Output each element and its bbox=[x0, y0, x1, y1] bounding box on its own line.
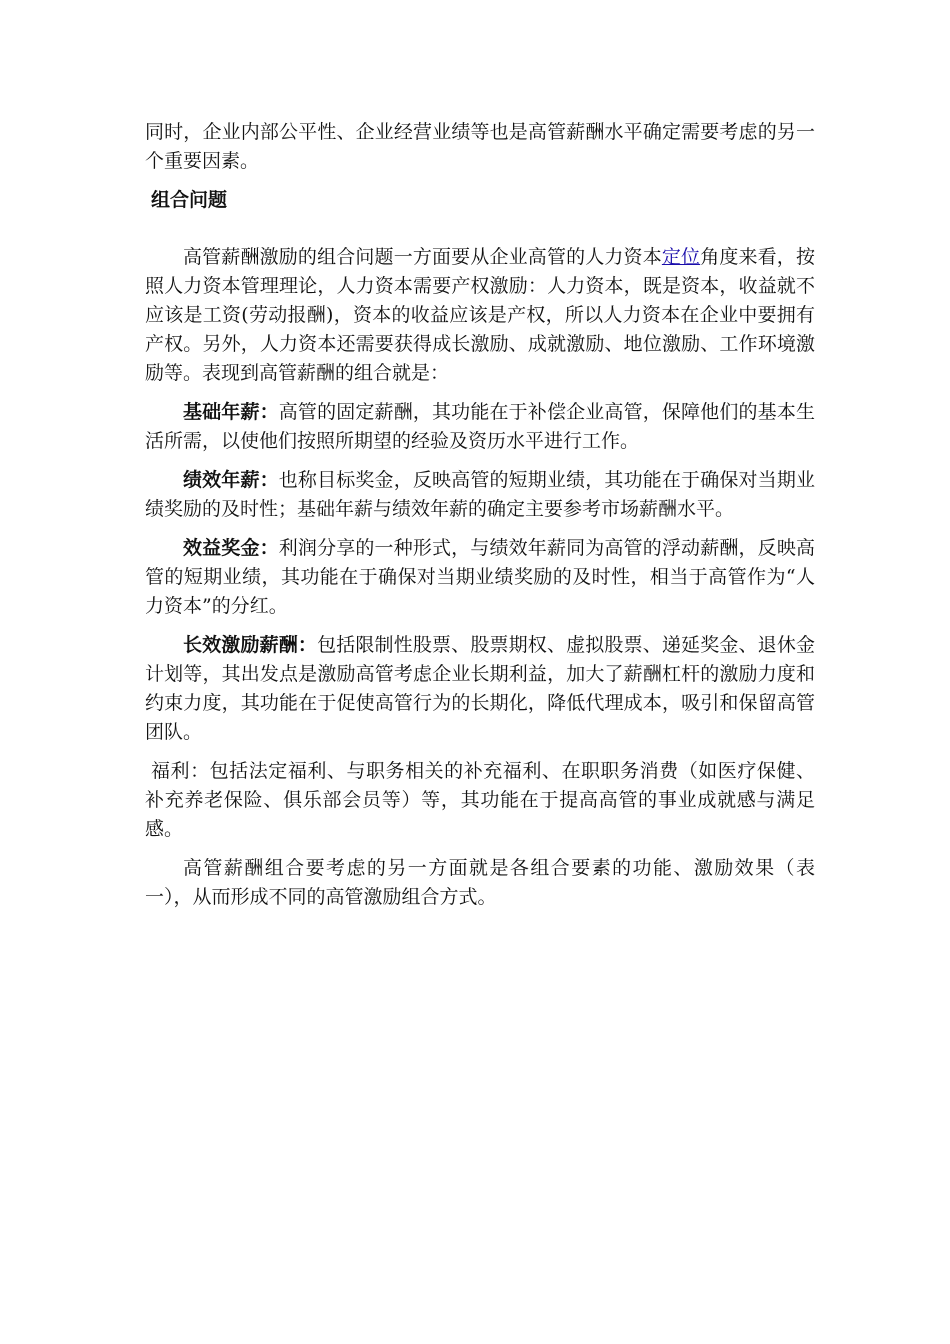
item-performance-salary bbox=[145, 466, 815, 524]
section-heading: 组合问题 bbox=[151, 189, 228, 211]
item-profit-bonus bbox=[145, 534, 815, 621]
closing-paragraph: 高管薪酬组合要考虑的另一方面就是各组合要素的功能、激励效果（表一），从而形成不同的高管激励组合方式。 bbox=[145, 857, 815, 908]
item-text: 高管的固定薪酬，其功能在于补偿企业高管，保障他们的基本生活所需，以使他们按照所期望的经验及资历水平进行工作。 bbox=[145, 401, 815, 452]
item-base-salary bbox=[145, 398, 815, 456]
item-text: 利润分享的一种形式，与绩效年薪同为高管的浮动薪酬，反映高管的短期业绩，其功能在于确保对当期业绩奖励的及时性，相当于高管作为“人力资本”的分红。 bbox=[145, 537, 815, 617]
intro-paragraph: 同时，企业内部公平性、企业经营业绩等也是高管薪酬水平确定需要考虑的另一个重要因素。 bbox=[145, 121, 815, 172]
document-body bbox=[145, 118, 815, 922]
item-term: 长效激励薪酬： bbox=[183, 634, 318, 656]
paragraph-text: 角度来看，按照人力资本管理理论，人力资本需要产权激励：人力资本，既是资本，收益就不应该是工资(劳动报酬)，资本的收益应该是产权，所以人力资本在企业中要拥有产权。另外，人力资本还需要获得成长激励、成就激励、地位激励、工作环境激励等。表现到高管薪酬的组合就是： bbox=[145, 246, 815, 384]
item-text: 包括限制性股票、股票期权、虚拟股票、递延奖金、退休金计划等，其出发点是激励高管考虑企业长期利益，加大了薪酬杠杆的激励力度和约束力度，其功能在于促使高管行为的长期化，降低代理成本，吸引和保留高管团队。 bbox=[145, 634, 815, 743]
welfare-paragraph: 福利：包括法定福利、与职务相关的补充福利、在职职务消费（如医疗保健、补充养老保险、俱乐部会员等）等，其功能在于提高高管的事业成就感与满足感。 bbox=[145, 760, 815, 840]
item-term: 效益奖金： bbox=[183, 537, 279, 559]
paragraph-text: 高管薪酬激励的组合问题一方面要从企业高管的人力资本 bbox=[183, 246, 662, 268]
item-long-term-incentive bbox=[145, 631, 815, 747]
item-term: 绩效年薪： bbox=[183, 469, 279, 491]
item-term: 基础年薪： bbox=[183, 401, 279, 423]
item-text: 也称目标奖金，反映高管的短期业绩，其功能在于确保对当期业绩奖励的及时性；基础年薪与绩效年薪的确定主要参考市场薪酬水平。 bbox=[145, 469, 815, 520]
positioning-link[interactable]: 定位 bbox=[661, 246, 701, 268]
combination-paragraph bbox=[145, 243, 815, 388]
